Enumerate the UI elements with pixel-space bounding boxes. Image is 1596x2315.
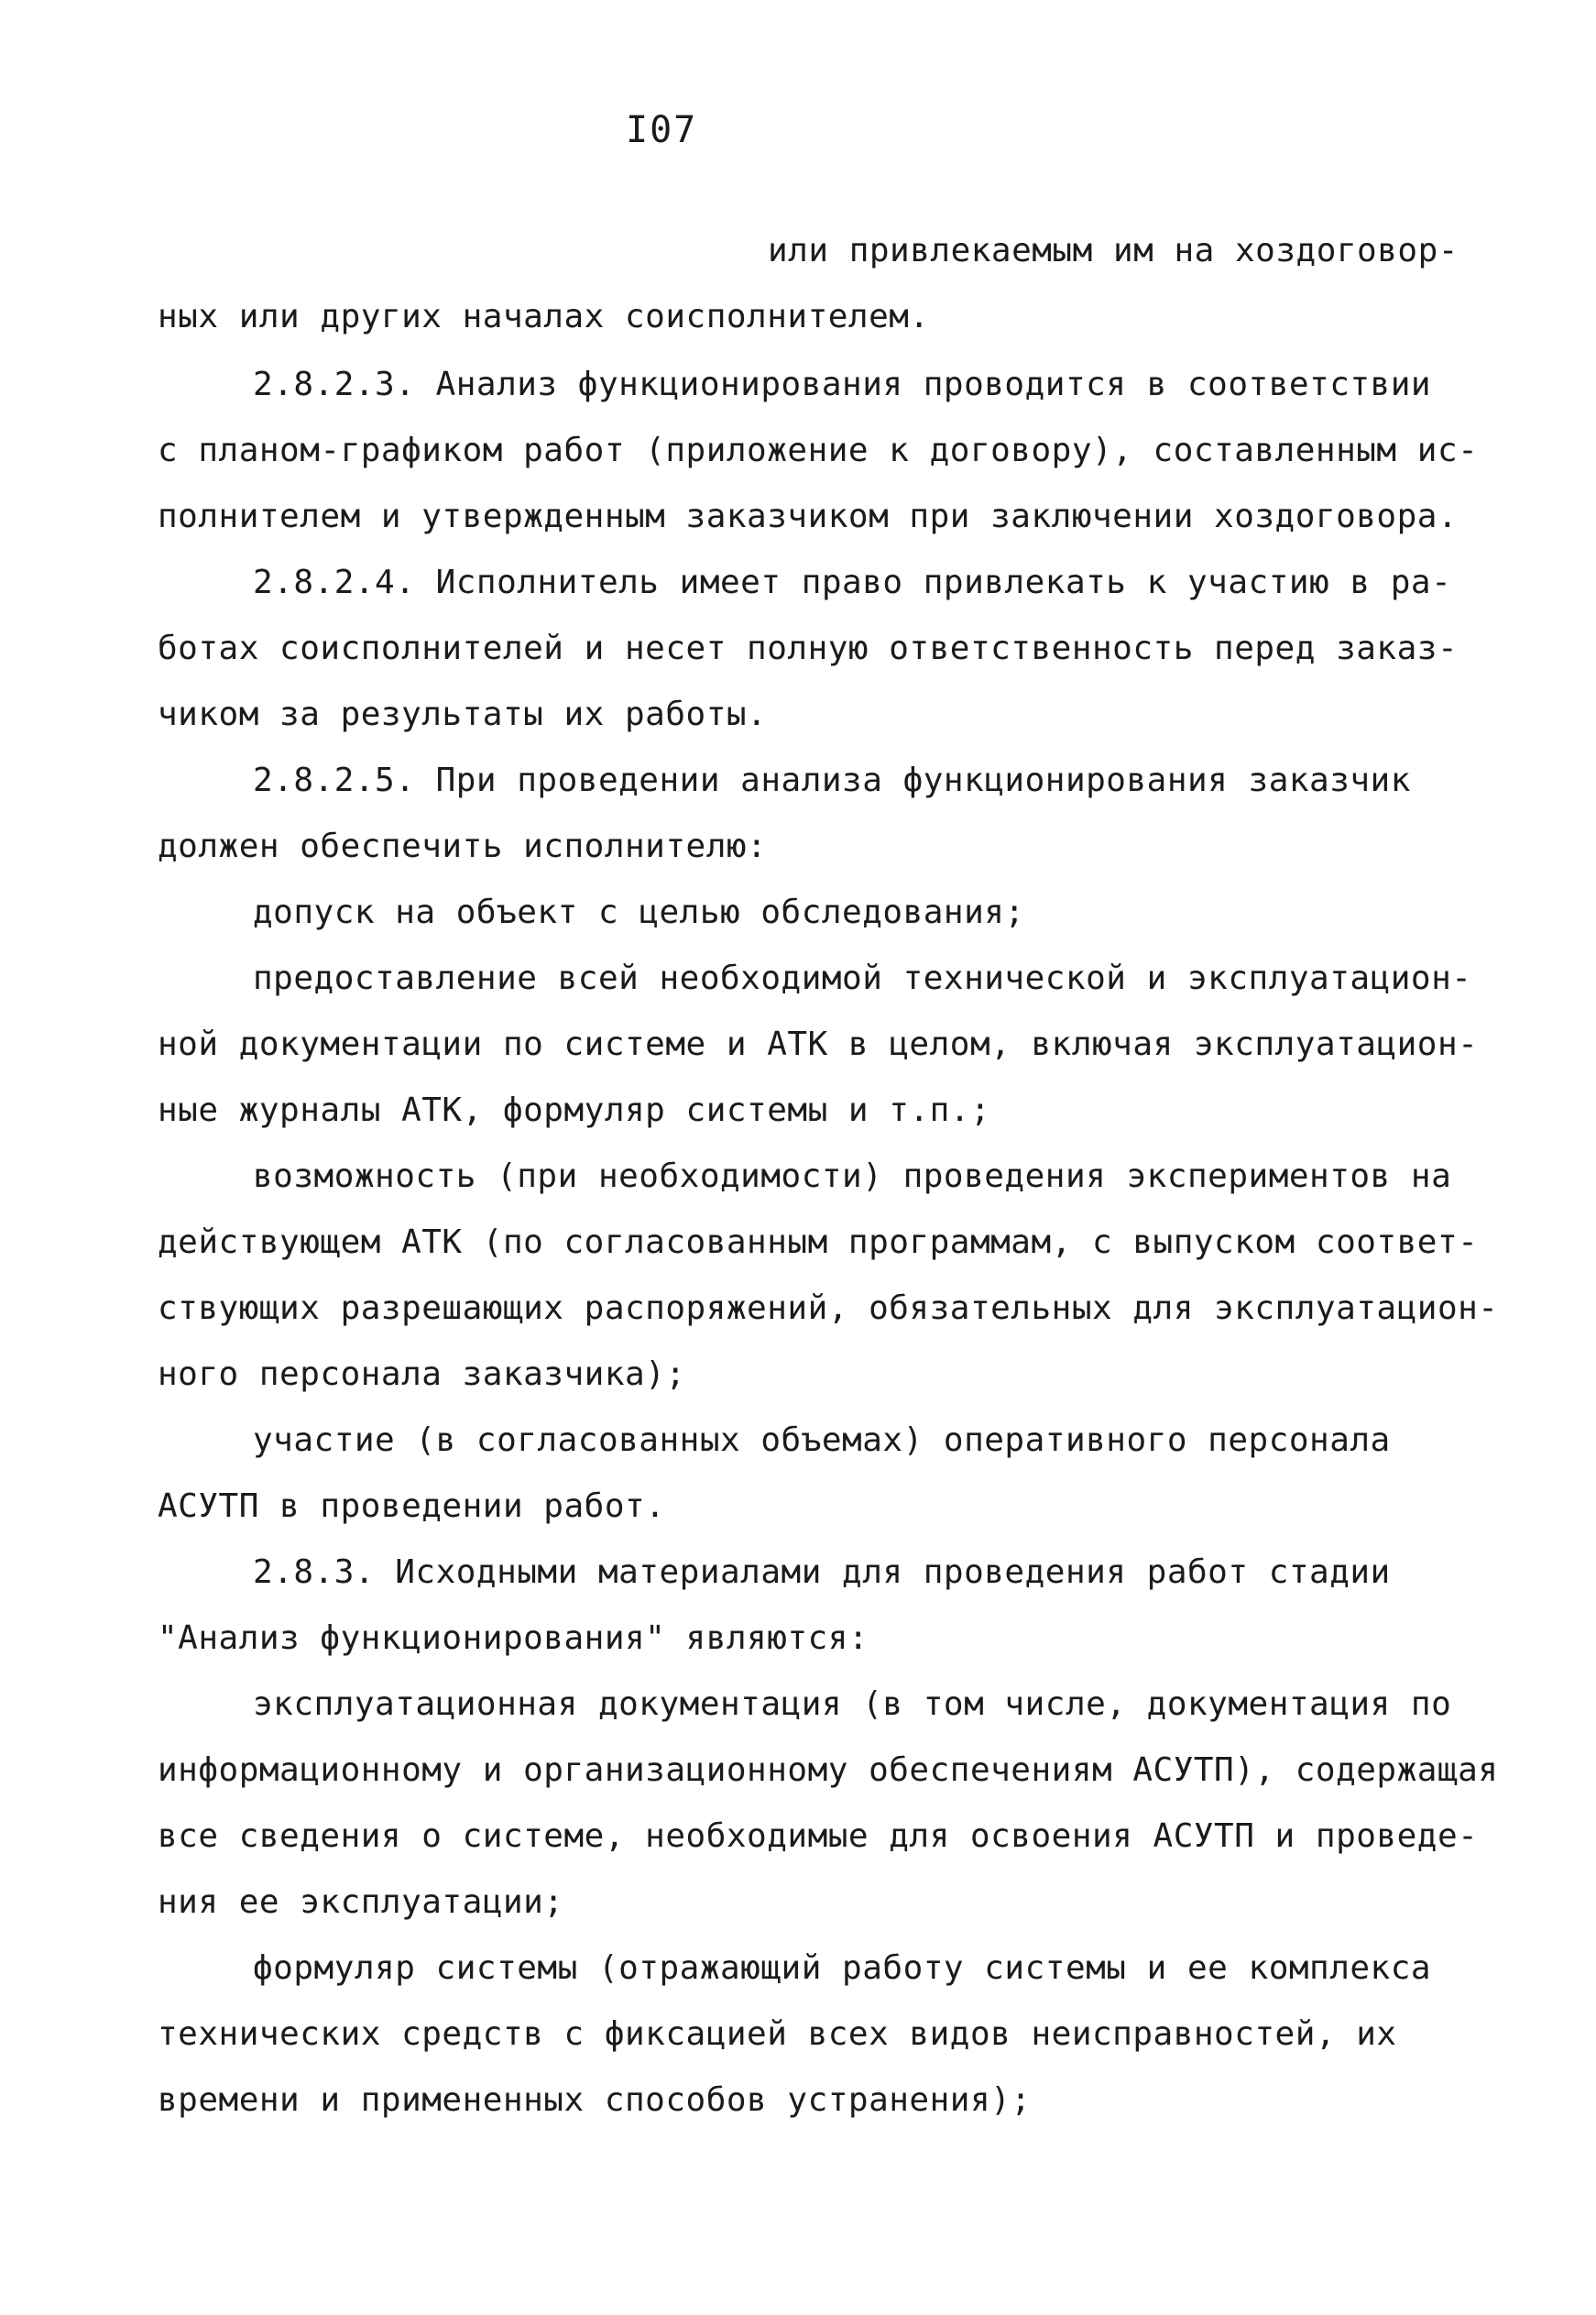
- text-line: 2.8.3. Исходными материалами для проведения работ стадии: [253, 1553, 1391, 1591]
- text-line: с планом-графиком работ (приложение к договору), составленным ис-: [158, 432, 1479, 469]
- text-line: или привлекаемым им на хоздоговор-: [768, 232, 1459, 269]
- text-line: ной документации по системе и АТК в целом, включая эксплуатацион-: [158, 1026, 1479, 1063]
- text-line: допуск на объект с целью обследования;: [253, 894, 1025, 931]
- text-line: возможность (при необходимости) проведения экспериментов на: [253, 1158, 1452, 1195]
- text-line: 2.8.2.4. Исполнитель имеет право привлекать к участию в ра-: [253, 564, 1452, 601]
- text-line: участие (в согласованных объемах) оперативного персонала: [253, 1421, 1391, 1459]
- text-line: все сведения о системе, необходимые для освоения АСУТП и проведе-: [158, 1817, 1479, 1855]
- text-line: эксплуатационная документация (в том числе, документация по: [253, 1685, 1452, 1723]
- text-line: предоставление всей необходимой технической и эксплуатацион-: [253, 960, 1472, 997]
- text-line: технических средств с фиксацией всех видов неисправностей, их: [158, 2015, 1397, 2053]
- text-line: должен обеспечить исполнителю:: [158, 828, 768, 865]
- text-line: ные журналы АТК, формуляр системы и т.п.;: [158, 1092, 991, 1129]
- text-line: информационному и организационному обеспечениям АСУТП), содержащая: [158, 1751, 1499, 1789]
- text-line: чиком за результаты их работы.: [158, 696, 768, 733]
- page-number: I07: [626, 109, 698, 151]
- text-line: ботах соисполнителей и несет полную ответственность перед заказ-: [158, 630, 1459, 667]
- text-line: формуляр системы (отражающий работу системы и ее комплекса: [253, 1949, 1432, 1987]
- text-line: АСУТП в проведении работ.: [158, 1487, 666, 1525]
- text-line: 2.8.2.5. При проведении анализа функционирования заказчик: [253, 762, 1411, 799]
- text-line: ного персонала заказчика);: [158, 1355, 686, 1393]
- text-line: ния ее эксплуатации;: [158, 1883, 564, 1921]
- text-line: 2.8.2.3. Анализ функционирования проводится в соответствии: [253, 366, 1432, 403]
- text-line: ствующих разрешающих распоряжений, обязательных для эксплуатацион-: [158, 1289, 1499, 1327]
- text-line: ных или других началах соисполнителем.: [158, 298, 930, 335]
- text-line: "Анализ функционирования" являются:: [158, 1619, 869, 1657]
- text-line: действующем АТК (по согласованным программам, с выпуском соответ-: [158, 1223, 1479, 1261]
- text-line: времени и примененных способов устранения);: [158, 2081, 1032, 2119]
- text-line: полнителем и утвержденным заказчиком при заключении хоздоговора.: [158, 498, 1459, 535]
